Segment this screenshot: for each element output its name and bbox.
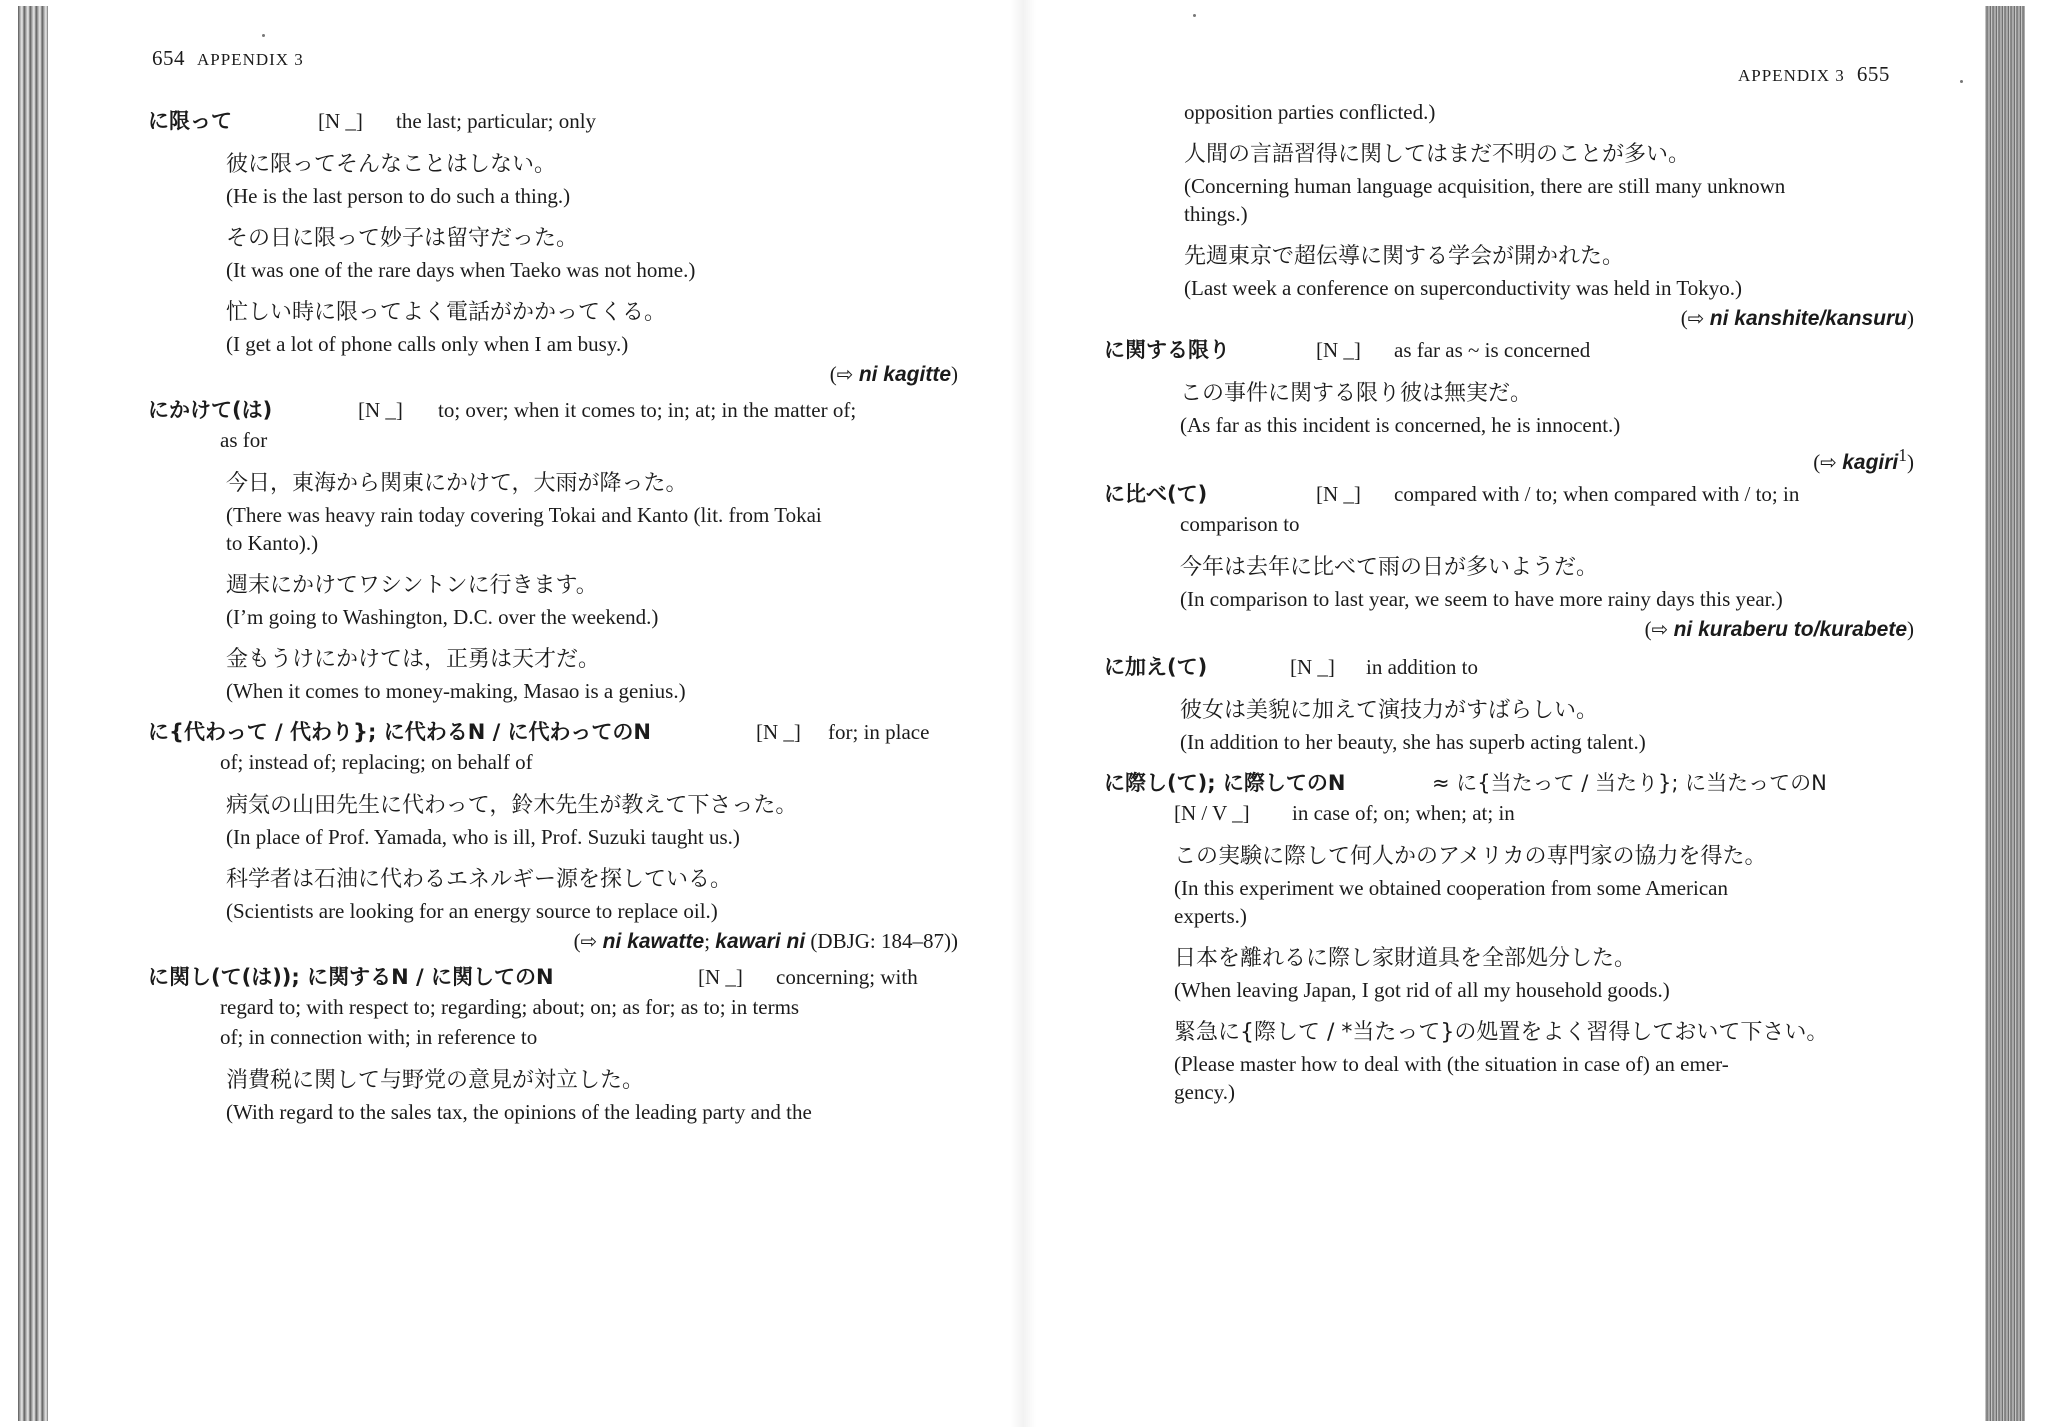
- grammar-pattern: [N _]: [1290, 655, 1335, 679]
- xref-target: kagiri: [1842, 451, 1899, 474]
- example-english: (There was heavy rain today covering Tokai and Kanto (lit. from Tokai: [226, 503, 822, 527]
- example-japanese: 科学者は石油に代わるエネルギー源を探している。: [226, 867, 733, 892]
- grammar-pattern: [N _]: [358, 398, 403, 422]
- headword: に比べ(て): [1104, 482, 1208, 506]
- headword: に加え(て): [1104, 655, 1208, 679]
- example-japanese: この事件に関する限り彼は無実だ。: [1180, 381, 1533, 406]
- grammar-pattern: [N _]: [756, 720, 801, 744]
- headword: に関し(て(は)); に関するN / に関してのN: [148, 965, 554, 989]
- example: [1180, 377, 1914, 439]
- xref-separator: ;: [704, 929, 716, 953]
- gloss: the last; particular; only: [396, 109, 597, 133]
- dictionary-entry: [1104, 652, 1914, 756]
- entry-head: [148, 395, 958, 425]
- example: [226, 863, 958, 925]
- example-continuation: [1184, 98, 1914, 126]
- example-english: (I’m going to Washington, D.C. over the weekend.): [226, 605, 659, 629]
- example: [226, 569, 958, 631]
- cross-reference: (⇨ ni kuraberu to/kurabete): [1644, 617, 1914, 641]
- example-english-continued: opposition parties conflicted.): [1184, 100, 1436, 124]
- speck: [262, 34, 265, 37]
- gloss: in case of; on; when; at; in: [1292, 801, 1515, 825]
- example: [226, 148, 958, 210]
- example-japanese: 彼女は美貌に加えて演技力がすばらしい。: [1180, 698, 1599, 723]
- equivalent-form: ≈ に{当たって / 当たり}; に当たってのN: [1432, 771, 1827, 795]
- example-english: (In this experiment we obtained cooperation from some American: [1174, 876, 1728, 900]
- headword: に限って: [148, 109, 232, 133]
- example-japanese: 今日，東海から関東にかけて，大雨が降った。: [226, 471, 688, 496]
- speck: [1193, 14, 1196, 17]
- cross-reference: (⇨ ni kawatte; kawari ni (DBJG: 184–87)): [573, 929, 958, 953]
- example: [226, 467, 958, 557]
- arrow-icon: ⇨: [580, 929, 598, 953]
- gloss-continued: regard to; with respect to; regarding; about; on; as for; as to; in terms: [220, 995, 800, 1019]
- example-japanese: 彼に限ってそんなことはしない。: [226, 152, 557, 177]
- example: [226, 1064, 958, 1126]
- example-english: (When leaving Japan, I got rid of all my household goods.): [1174, 978, 1670, 1002]
- cross-reference: (⇨ ni kagitte): [829, 362, 958, 386]
- example-english-continued: experts.): [1174, 904, 1247, 928]
- example-japanese: 今年は去年に比べて雨の日が多いようだ。: [1180, 555, 1599, 580]
- headword: に{代わって / 代わり}; に代わるN / に代わってのN: [148, 720, 651, 744]
- entry-head: [1104, 652, 1914, 682]
- example-english: (I get a lot of phone calls only when I am busy.): [226, 332, 629, 356]
- left-page-edge: [18, 6, 48, 1421]
- xref-target: ni kawatte: [602, 930, 705, 953]
- example-english: (Last week a conference on superconductivity was held in Tokyo.): [1184, 276, 1742, 300]
- headword: に関する限り: [1104, 338, 1230, 362]
- arrow-icon: ⇨: [1820, 450, 1837, 474]
- example-english: (As far as this incident is concerned, he is innocent.): [1180, 413, 1621, 437]
- gloss: in addition to: [1366, 655, 1478, 679]
- example-english: (Scientists are looking for an energy source to replace oil.): [226, 899, 718, 923]
- xref-target: ni kagitte: [858, 363, 951, 386]
- entry-head: [148, 962, 958, 992]
- example: [226, 643, 958, 705]
- gloss-continued: of; in connection with; in reference to: [220, 1025, 538, 1049]
- xref-target: kawari ni: [715, 930, 806, 953]
- grammar-pattern: [N _]: [1316, 482, 1361, 506]
- dictionary-entry: [148, 717, 958, 958]
- dictionary-entry: [148, 395, 958, 705]
- example-japanese: 日本を離れるに際し家財道具を全部処分した。: [1174, 946, 1637, 971]
- example-japanese: 忙しい時に限ってよく電話がかかってくる。: [226, 300, 667, 325]
- grammar-pattern: [N _]: [698, 965, 743, 989]
- gloss-continued: of; instead of; replacing; on behalf of: [220, 750, 533, 774]
- gloss: compared with / to; when compared with / to; in: [1394, 482, 1800, 506]
- gloss: as far as ~ is concerned: [1394, 338, 1591, 362]
- example-english: (In place of Prof. Yamada, who is ill, Prof. Suzuki taught us.): [226, 825, 740, 849]
- gloss: for; in place: [828, 720, 930, 744]
- entry-subhead: [1174, 798, 1914, 828]
- example: [1174, 840, 1914, 930]
- example-japanese: 週末にかけてワシントンに行きます。: [226, 573, 598, 598]
- xref-target: ni kanshite/kansuru: [1709, 307, 1907, 330]
- example-japanese: この実験に際して何人かのアメリカの専門家の協力を得た。: [1174, 844, 1767, 869]
- example-japanese: 金もうけにかけては，正勇は天才だ。: [226, 647, 601, 672]
- entry-head: [1104, 768, 1914, 798]
- example-english: (He is the last person to do such a thing.): [226, 184, 571, 208]
- example: [1184, 240, 1914, 302]
- cross-reference: (⇨ ni kanshite/kansuru): [1680, 306, 1914, 330]
- left-page-body: [148, 106, 958, 1126]
- example-english-continued: gency.): [1174, 1080, 1236, 1104]
- xref-suffix: (DBJG: 184–87)): [805, 929, 958, 953]
- example: [1184, 138, 1914, 228]
- example: [226, 789, 958, 851]
- grammar-pattern: [N / V _]: [1174, 801, 1250, 825]
- headword: に際し(て); に際してのN: [1104, 771, 1346, 795]
- example-english: (Concerning human language acquisition, there are still many unknown: [1184, 174, 1786, 198]
- example-japanese: 消費税に関して与野党の意見が対立した。: [226, 1068, 645, 1093]
- example-japanese: 病気の山田先生に代わって，鈴木先生が教えて下さった。: [226, 793, 798, 818]
- example: [226, 222, 958, 284]
- entry-head: [1104, 479, 1914, 509]
- page-number: 655: [1856, 62, 1890, 86]
- example: [226, 296, 958, 358]
- gloss-continued: comparison to: [1180, 512, 1300, 536]
- example-japanese: 緊急に{際して / *当たって}の処置をよく習得しておいて下さい。: [1174, 1020, 1829, 1045]
- grammar-pattern: [N _]: [1316, 338, 1361, 362]
- example-english: (Please master how to deal with (the situation in case of) an emer-: [1174, 1052, 1729, 1076]
- example-english: (When it comes to money-making, Masao is a genius.): [226, 679, 686, 703]
- xref-superscript: 1: [1898, 445, 1907, 465]
- grammar-pattern: [N _]: [318, 109, 363, 133]
- arrow-icon: ⇨: [1651, 617, 1669, 641]
- example-english: (In comparison to last year, we seem to have more rainy days this year.): [1180, 587, 1783, 611]
- left-page-header: [152, 46, 304, 71]
- example-english-continued: to Kanto).): [226, 531, 319, 555]
- dictionary-entry: [148, 962, 958, 1126]
- example-english: (In addition to her beauty, she has superb acting talent.): [1180, 730, 1646, 754]
- dictionary-entry: [1104, 335, 1914, 479]
- right-page-header: [1738, 62, 1890, 87]
- example: [1174, 1016, 1914, 1106]
- dictionary-entry: [1104, 768, 1914, 1106]
- example-english-continued: things.): [1184, 202, 1248, 226]
- right-page-body: [1104, 98, 1914, 1106]
- xref-target: ni kuraberu to/kurabete: [1673, 618, 1907, 641]
- example: [1180, 551, 1914, 613]
- cross-reference: (⇨ kagiri$^1$): [1813, 445, 1914, 474]
- example-japanese: 先週東京で超伝導に関する学会が開かれた。: [1184, 244, 1625, 269]
- example-japanese: その日に限って妙子は留守だった。: [226, 226, 579, 251]
- running-title: APPENDIX 3: [1738, 66, 1845, 85]
- book-gutter: [1010, 0, 1036, 1427]
- page-number: 654: [152, 46, 185, 70]
- dictionary-entry: [148, 106, 958, 391]
- right-page-edge: [1985, 6, 2025, 1421]
- example-english: (It was one of the rare days when Taeko was not home.): [226, 258, 696, 282]
- example-japanese: 人間の言語習得に関してはまだ不明のことが多い。: [1184, 142, 1691, 167]
- example: [1174, 942, 1914, 1004]
- entry-head: [148, 717, 958, 747]
- entry-head: [148, 106, 958, 136]
- dictionary-entry: [1104, 479, 1914, 646]
- gloss: concerning; with: [776, 965, 918, 989]
- running-title: APPENDIX 3: [197, 50, 304, 69]
- arrow-icon: ⇨: [1687, 306, 1705, 330]
- entry-head: [1104, 335, 1914, 365]
- gloss: to; over; when it comes to; in; at; in the matter of;: [438, 398, 857, 422]
- example: [1180, 694, 1914, 756]
- arrow-icon: ⇨: [836, 362, 854, 386]
- example-english: (With regard to the sales tax, the opinions of the leading party and the: [226, 1100, 812, 1124]
- speck: [1960, 80, 1963, 83]
- gloss-continued: as for: [220, 428, 268, 452]
- headword: にかけて(は): [148, 398, 273, 422]
